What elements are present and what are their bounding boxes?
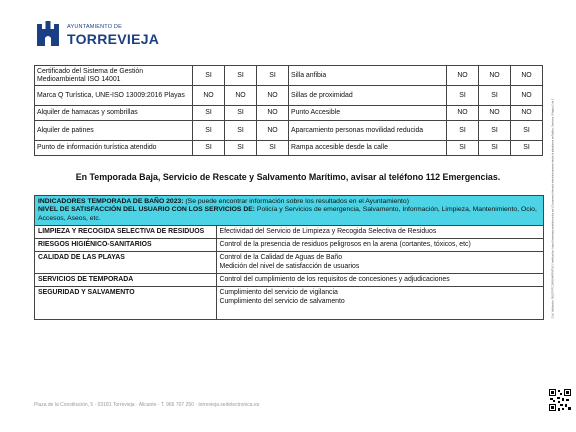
service-name: Punto Accesible: [289, 106, 447, 121]
indicator-row: [35, 273, 543, 286]
indicator-line: Cumplimiento del servicio de salvamento: [219, 297, 345, 305]
indicators-table: [35, 226, 543, 319]
status-b: SI: [479, 121, 511, 141]
status-c: SI: [257, 66, 289, 86]
qr-code-icon: [548, 388, 572, 412]
status-a: SI: [447, 121, 479, 141]
status-b: NO: [479, 106, 511, 121]
status-c: NO: [511, 66, 543, 86]
service-name: Silla anfibia: [289, 66, 447, 86]
status-a: NO: [447, 106, 479, 121]
indicator-description: [216, 226, 543, 239]
indicator-line: Cumplimiento del servicio de vigilancia: [219, 289, 338, 297]
status-a: SI: [193, 66, 225, 86]
service-name: Alquiler de hamacas y sombrillas: [35, 106, 193, 121]
indicators-box: [34, 195, 544, 320]
indicator-description: [216, 287, 543, 320]
indicator-line: Medición del nivel de satisfacción de usuarios: [219, 262, 360, 270]
status-b: SI: [225, 66, 257, 86]
indicator-line: Control del cumplimiento de los requisitos de concesiones y adjudicaciones: [219, 275, 450, 283]
indicator-label: CALIDAD DE LAS PLAYAS: [35, 252, 216, 274]
indicators-title: INDICADORES TEMPORADA DE BAÑO 2023:: [38, 198, 184, 205]
table-row: [35, 121, 543, 141]
status-b: SI: [225, 141, 257, 156]
indicator-description: [216, 273, 543, 286]
status-c: SI: [511, 121, 543, 141]
status-c: NO: [257, 121, 289, 141]
status-a: SI: [193, 106, 225, 121]
indicators-header: [35, 196, 543, 226]
status-c: NO: [257, 86, 289, 106]
status-a: SI: [193, 141, 225, 156]
service-name: Marca Q Turística, UNE-ISO 13009:2016 Playas: [35, 86, 193, 106]
status-a: SI: [447, 86, 479, 106]
table-row: [35, 86, 543, 106]
indicator-row: [35, 252, 543, 274]
status-b: SI: [479, 141, 511, 156]
indicator-label: SEGURIDAD Y SALVAMENTO: [35, 287, 216, 320]
status-c: SI: [257, 141, 289, 156]
services-table: [34, 65, 543, 156]
service-name: Rampa accesible desde la calle: [289, 141, 447, 156]
service-name: Sillas de proximidad: [289, 86, 447, 106]
logo-subtitle: AYUNTAMIENTO DE: [67, 24, 122, 30]
validation-side-note: [548, 98, 556, 322]
table-row: [35, 66, 543, 86]
logo-title: TORREVIEJA: [67, 31, 160, 47]
indicator-line: Control de la Calidad de Aguas de Baño: [219, 254, 343, 262]
service-name: Alquiler de patines: [35, 121, 193, 141]
indicator-label: LIMPIEZA Y RECOGIDA SELECTIVA DE RESIDUOS: [35, 226, 216, 239]
status-a: NO: [447, 66, 479, 86]
indicator-label: RIESGOS HIGIÉNICO-SANITARIOS: [35, 239, 216, 252]
status-b: SI: [225, 121, 257, 141]
service-name: Aparcamiento personas movilidad reducida: [289, 121, 447, 141]
ayuntamiento-logo: [35, 18, 175, 58]
satisfaction-text: Policía y Servicios de emergencia, Salvamento, Información, Limpieza, Mantenimiento, Ocio, Accesos, Aseos, etc.: [38, 206, 537, 222]
status-b: SI: [479, 86, 511, 106]
status-a: SI: [447, 141, 479, 156]
indicators-title-note: (Se puede encontrar información sobre los resultados en el Ayuntamiento): [185, 198, 409, 205]
indicator-label: SERVICIOS DE TEMPORADA: [35, 273, 216, 286]
table-row: [35, 106, 543, 121]
table-row: [35, 141, 543, 156]
castle-icon: [35, 20, 61, 46]
status-a: SI: [193, 121, 225, 141]
status-c: SI: [511, 141, 543, 156]
service-name: Punto de información turística atendido: [35, 141, 193, 156]
status-a: NO: [193, 86, 225, 106]
indicator-row: [35, 239, 543, 252]
indicator-line: Control de la presencia de residuos peligrosos en la arena (cortantes, tóxicos, etc): [219, 241, 471, 249]
indicator-row: [35, 287, 543, 320]
status-c: NO: [511, 106, 543, 121]
status-c: NO: [511, 86, 543, 106]
status-b: NO: [225, 86, 257, 106]
indicator-description: [216, 252, 543, 274]
satisfaction-label: NIVEL DE SATISFACCIÓN DEL USUARIO CON LOS SERVICIOS DE:: [38, 206, 256, 214]
indicator-description: [216, 239, 543, 252]
footer-address: Plaza de la Constitución, 5 · 03181 Torrevieja · Alicante · T. 966 707 250 · torrevieja.sedelectronica.es: [34, 402, 260, 408]
service-name: Certificado del Sistema de Gestión Medioambiental ISO 14001: [35, 66, 193, 86]
validation-text: Cód. Validación: 3KQ7P9TCJXHDA4RFM7N2 | Verificación: https://torrevieja.sedelectronica.es/ | Documento firmado electrónicamente desde la plataforma esPublico Gestiona | Página 2 de 2: [551, 98, 555, 319]
indicator-line: Efectividad del Servicio de Limpieza y Recogida Selectiva de Residuos: [219, 227, 437, 235]
status-b: SI: [225, 106, 257, 121]
emergency-headline: En Temporada Baja, Servicio de Rescate y Salvamento Marítimo, avisar al teléfono 112 Emergencias.: [75, 172, 501, 182]
status-b: NO: [479, 66, 511, 86]
status-c: NO: [257, 106, 289, 121]
indicator-row: [35, 226, 543, 239]
